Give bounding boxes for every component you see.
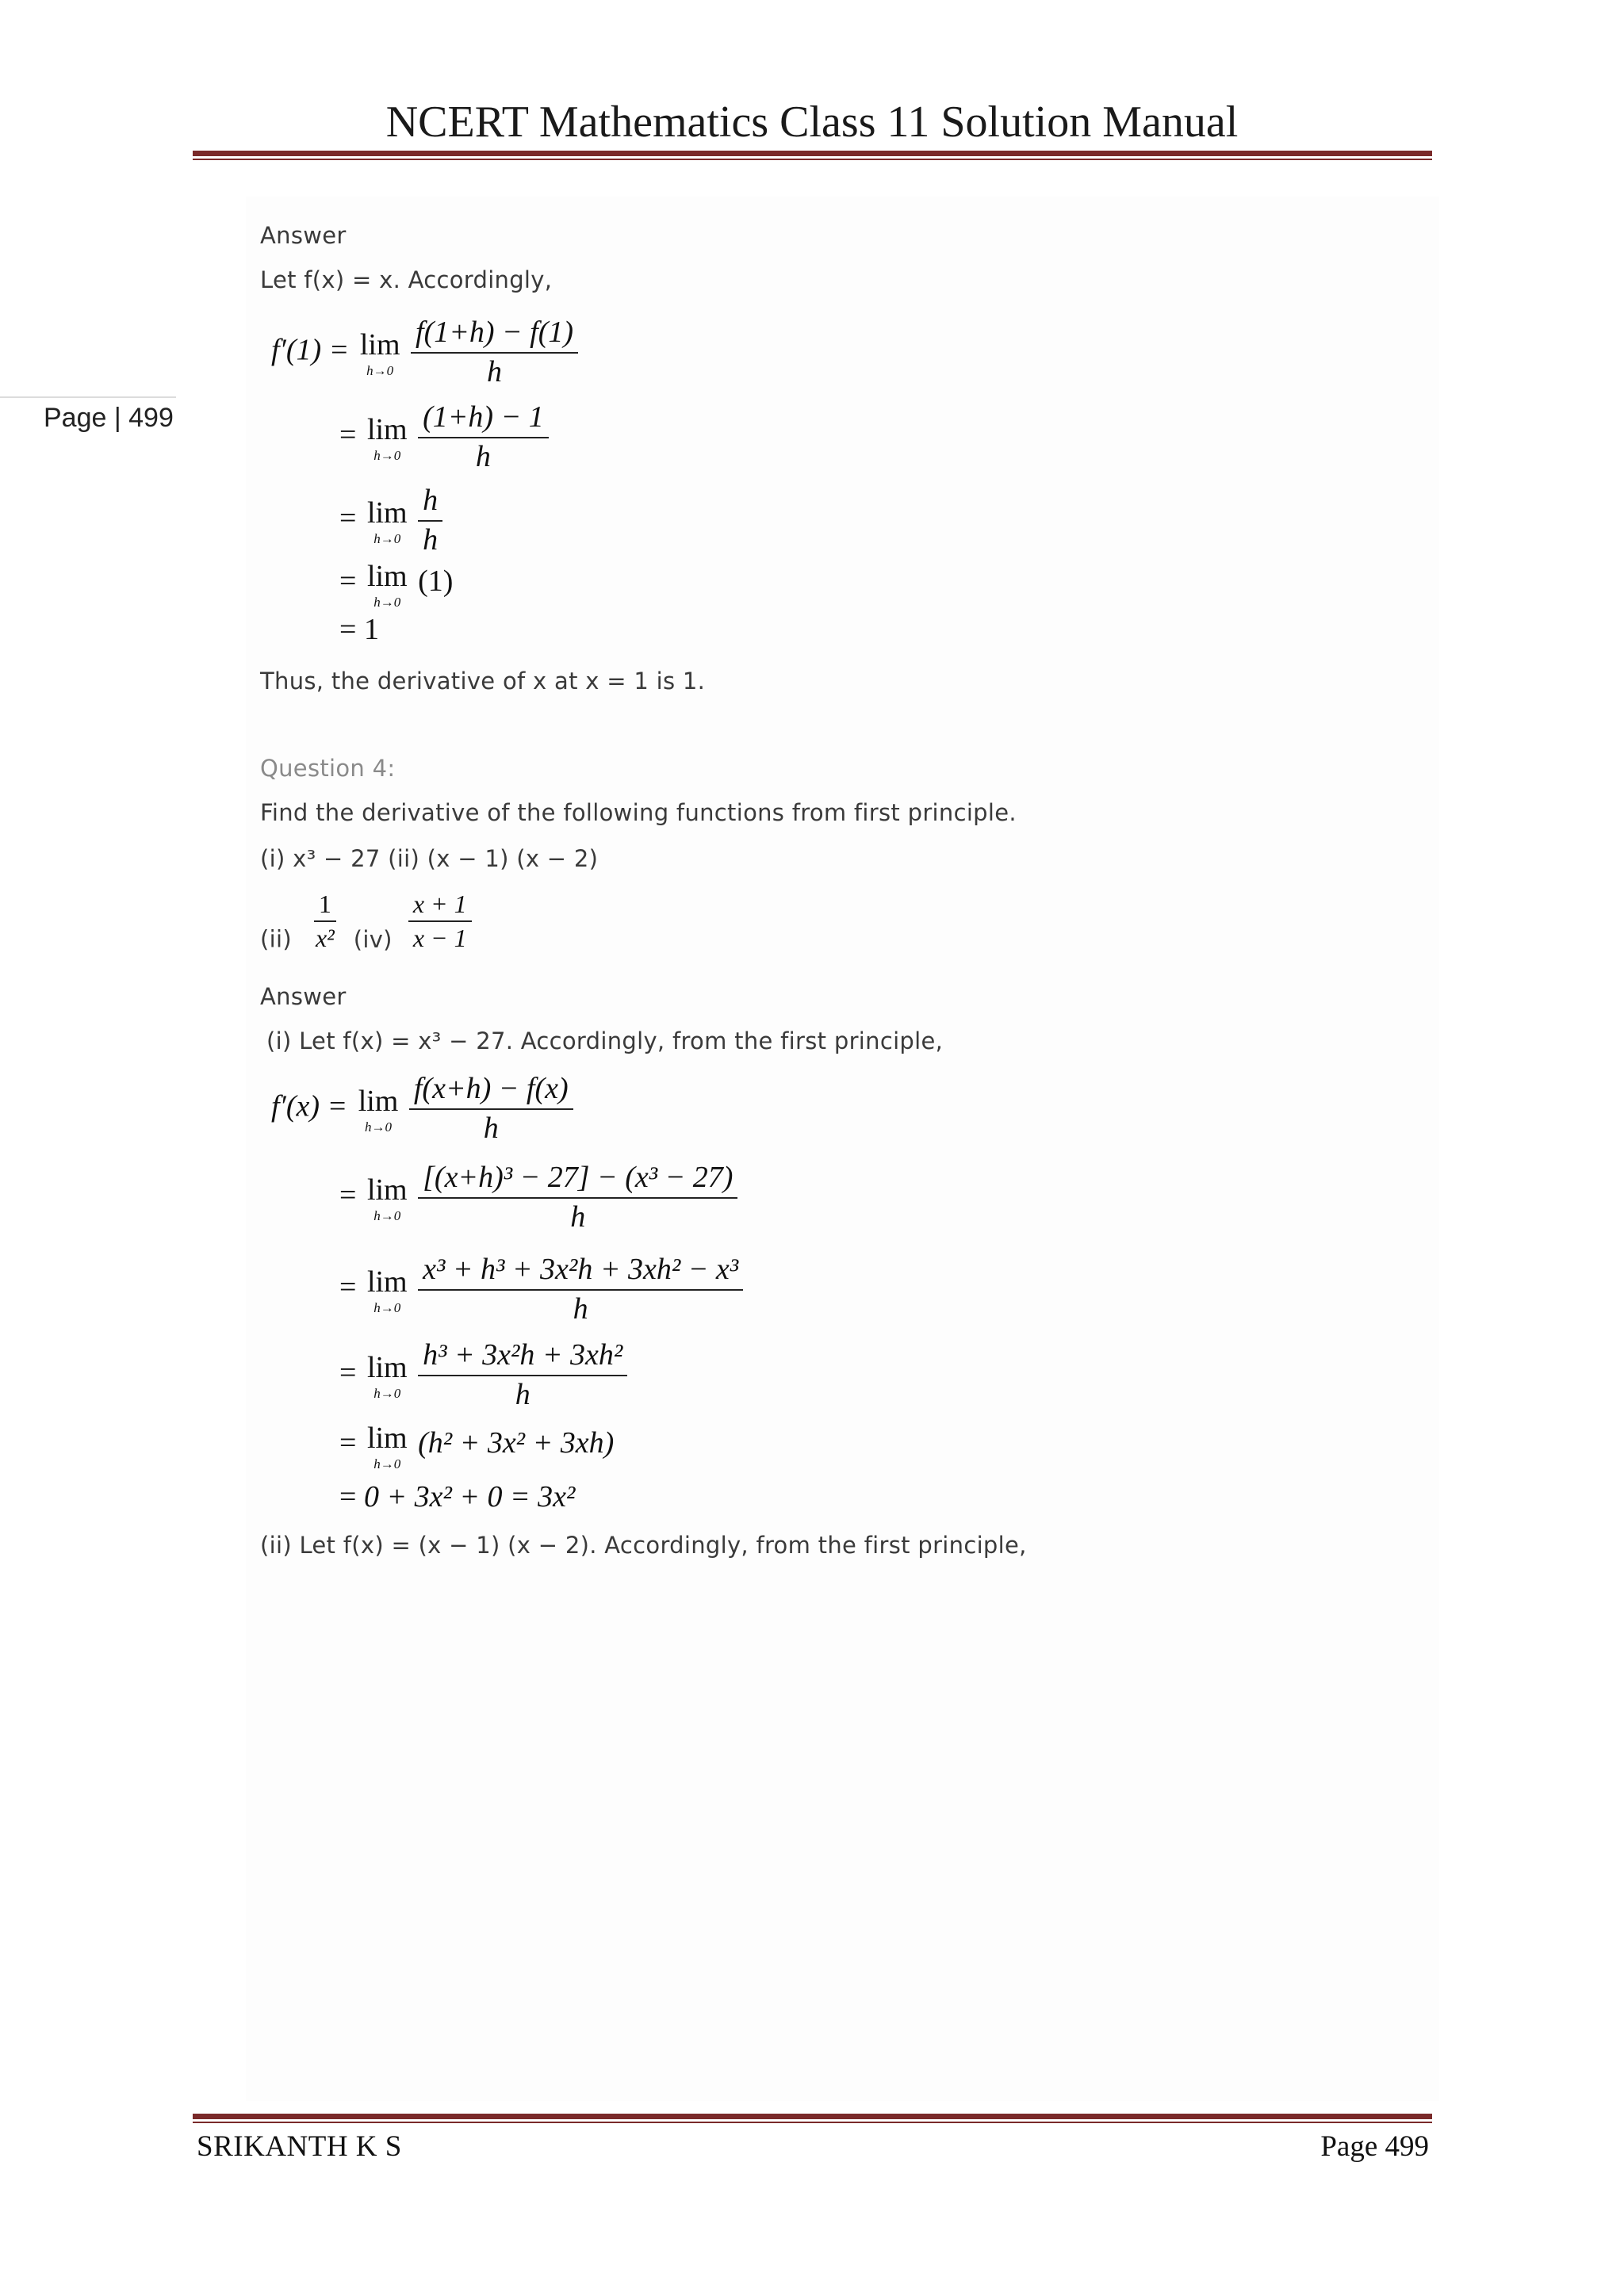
fraction: $\frac{x + 1}{x - 1}$ bbox=[408, 890, 472, 953]
footer-rule-thick bbox=[193, 2114, 1432, 2119]
scanned-content bbox=[246, 197, 1439, 2101]
derivation-1-step-3: = lim h→0 $\frac{h}{h}$ bbox=[339, 484, 442, 557]
fraction: $\frac{\text{x³ + h³ + 3x²h + 3xh² − x³}}{h}$ bbox=[418, 1253, 743, 1326]
answer-label: Answer bbox=[260, 983, 347, 1010]
fraction: $\frac{(1+h) - 1}{h}$ bbox=[418, 400, 549, 474]
side-rule bbox=[0, 396, 176, 398]
let-line: (ii) Let f(x) = (x − 1) (x − 2). Accordingly, from the first principle, bbox=[260, 1532, 1027, 1559]
lim-operator: lim h→0 bbox=[366, 496, 408, 547]
derivation-2-step-1: f′(x) = lim h→0 $\frac{f(x+h) - f(x)}{h}$ bbox=[271, 1072, 573, 1146]
page-header: NCERT Mathematics Class 11 Solution Manual bbox=[385, 98, 1239, 147]
lim-operator: lim h→0 bbox=[366, 1265, 408, 1316]
derivation-1-step-2: = lim h→0 $\frac{(1+h) - 1}{h}$ bbox=[339, 400, 549, 474]
parts-line: (i) x³ − 27 (ii) (x − 1) (x − 2) bbox=[260, 845, 599, 872]
lim-operator: lim h→0 bbox=[366, 1422, 408, 1471]
thus-line: Thus, the derivative of x at x = 1 is 1. bbox=[260, 668, 706, 695]
side-page-label: Page | 499 bbox=[44, 403, 174, 433]
lim-operator: lim h→0 bbox=[366, 1351, 408, 1402]
lim-operator: lim h→0 bbox=[358, 1085, 399, 1135]
answer-label: Answer bbox=[260, 222, 347, 249]
footer-page-number: Page 499 bbox=[1320, 2130, 1429, 2163]
fraction: $\frac{\text{h³ + 3x²h + 3xh²}}{h}$ bbox=[418, 1338, 627, 1412]
fraction: $\frac{h}{h}$ bbox=[418, 484, 442, 557]
fraction: $\frac{\text{[(x+h)³ − 27] − (x³ − 27)}}{h}$ bbox=[418, 1161, 737, 1234]
fraction: $\frac{f(1+h) - f(1)}{h}$ bbox=[411, 316, 578, 389]
fraction: $\frac{f(x+h) - f(x)}{h}$ bbox=[409, 1072, 573, 1146]
derivation-2-step-5: = lim h→0 (h² + 3x² + 3xh) bbox=[339, 1422, 615, 1471]
question-text: Find the derivative of the following functions from first principle. bbox=[260, 799, 1017, 826]
derivation-2-step-2: = lim h→0 $\frac{\text{[(x+h)³ − 27] − (x³ − 27)}}{h}$ bbox=[339, 1161, 737, 1234]
lim-operator: lim h→0 bbox=[366, 560, 408, 610]
question-label: Question 4: bbox=[260, 755, 396, 782]
footer-author: SRIKANTH K S bbox=[197, 2130, 402, 2163]
parts-iii-iv: (ii) $\frac{1}{\text{x²}}$ (iv) $\frac{x + 1}{x - 1}$ bbox=[260, 890, 472, 953]
fraction: $\frac{1}{\text{x²}}$ bbox=[311, 890, 339, 953]
deriv1-lhs: f′(1) = bbox=[271, 333, 350, 367]
derivation-1-step-4: = lim h→0 (1) bbox=[339, 560, 454, 610]
let-line: Let f(x) = x. Accordingly, bbox=[260, 266, 553, 293]
lim-operator: lim h→0 bbox=[366, 413, 408, 464]
derivation-2-step-4: = lim h→0 $\frac{\text{h³ + 3x²h + 3xh²}}{h}$ bbox=[339, 1338, 627, 1412]
let-line: (i) Let f(x) = x³ − 27. Accordingly, from the first principle, bbox=[266, 1027, 944, 1054]
footer-rule-thin bbox=[193, 2122, 1432, 2123]
derivation-1-step-1 bbox=[271, 316, 578, 389]
derivation-1-step-5: = 1 bbox=[339, 613, 379, 646]
header-rule-thick bbox=[193, 151, 1432, 156]
derivation-2-step-3: = lim h→0 $\frac{\text{x³ + h³ + 3x²h + 3xh² − x³}}{h}$ bbox=[339, 1253, 743, 1326]
derivation-2-step-6: = 0 + 3x² + 0 = 3x² bbox=[339, 1480, 576, 1513]
lim-operator: lim h→0 bbox=[359, 328, 400, 379]
header-rule-thin bbox=[193, 159, 1432, 160]
lim-operator: lim h→0 bbox=[366, 1173, 408, 1224]
